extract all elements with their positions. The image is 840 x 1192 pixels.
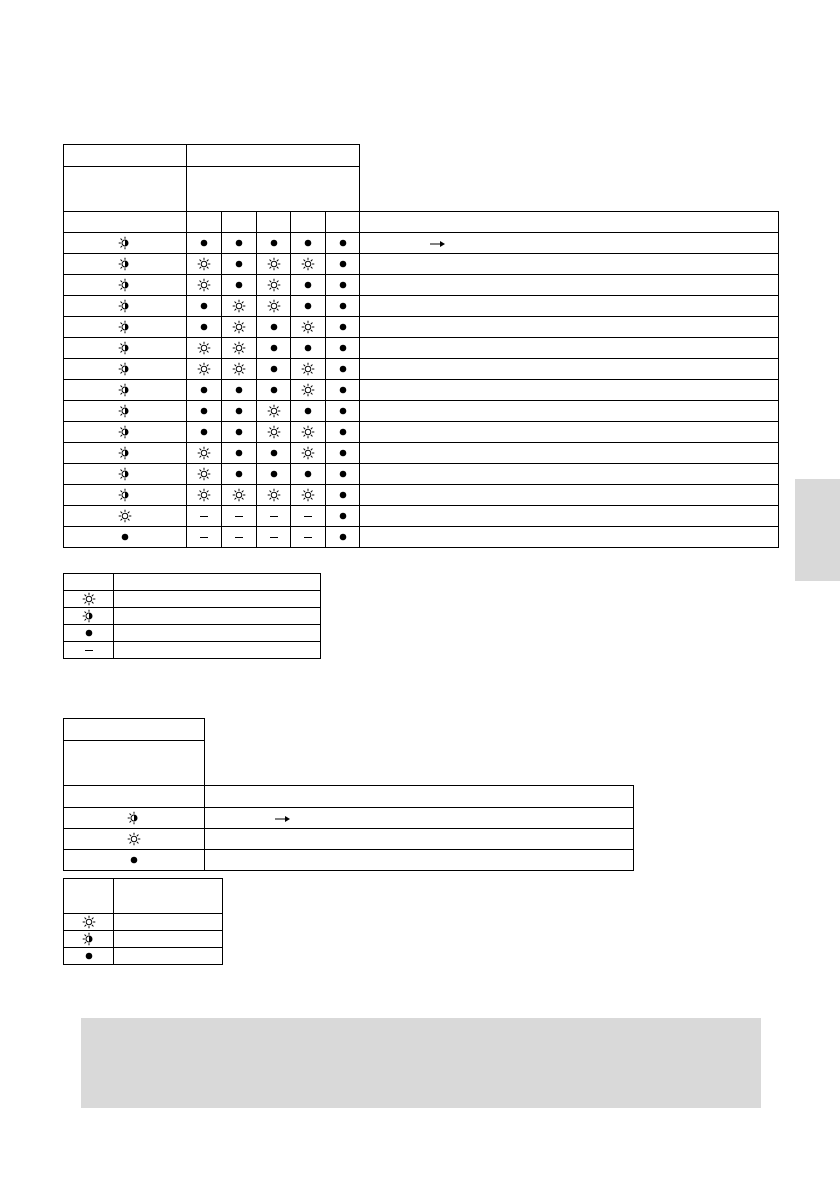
header-cell bbox=[326, 212, 360, 233]
lamp-on-icon bbox=[197, 278, 211, 292]
lamp-cell bbox=[222, 527, 257, 548]
legend-table-2 bbox=[63, 878, 223, 965]
lamp-off-icon bbox=[82, 949, 96, 963]
table-row bbox=[64, 275, 779, 296]
legend-text-cell bbox=[114, 608, 321, 625]
column-header-row bbox=[64, 212, 779, 233]
lamp-off-icon bbox=[232, 446, 246, 460]
lamp-cell bbox=[326, 359, 360, 380]
lamp-off-icon bbox=[301, 467, 315, 481]
description-cell bbox=[360, 464, 779, 485]
note-box bbox=[81, 1018, 761, 1108]
table-row bbox=[64, 485, 779, 506]
legend-row bbox=[64, 642, 321, 659]
lamp-cell bbox=[222, 233, 257, 254]
lamp-cell bbox=[257, 338, 291, 359]
table-row bbox=[64, 296, 779, 317]
lamp-cell bbox=[222, 359, 257, 380]
dash-icon bbox=[270, 516, 278, 517]
lamp-cell bbox=[291, 275, 326, 296]
power-led-cell bbox=[64, 485, 187, 506]
lamp-on-icon bbox=[301, 257, 315, 271]
header-row-1 bbox=[64, 145, 779, 167]
lamp-cell bbox=[291, 401, 326, 422]
lamp-on-icon bbox=[232, 320, 246, 334]
dash-icon bbox=[85, 650, 93, 651]
lamp-off-icon bbox=[232, 383, 246, 397]
arrow-right-icon bbox=[275, 815, 291, 823]
lamp-on-icon bbox=[232, 341, 246, 355]
lamp-off-icon bbox=[267, 383, 281, 397]
lamp-cell bbox=[326, 275, 360, 296]
description-cell bbox=[360, 422, 779, 443]
lamp-cell bbox=[187, 506, 222, 527]
legend-table bbox=[63, 573, 321, 659]
lamp-off-icon bbox=[232, 404, 246, 418]
lamp-off-icon bbox=[197, 425, 211, 439]
lamp-cell bbox=[257, 317, 291, 338]
lamp-off-icon bbox=[232, 425, 246, 439]
header-cell bbox=[360, 212, 779, 233]
header-cell bbox=[64, 167, 187, 212]
description-cell bbox=[360, 443, 779, 464]
lamp-on-icon bbox=[301, 362, 315, 376]
lamp-cell bbox=[257, 380, 291, 401]
legend-symbol-cell bbox=[64, 608, 114, 625]
power-led-cell bbox=[64, 338, 187, 359]
lamp-off-icon bbox=[301, 299, 315, 313]
dash-icon bbox=[270, 537, 278, 538]
power-led-cell bbox=[64, 464, 187, 485]
lamp-off-icon bbox=[127, 853, 141, 867]
power-led-cell bbox=[64, 359, 187, 380]
lamp-off-icon bbox=[336, 362, 350, 376]
led-cell bbox=[64, 808, 205, 829]
description-cell bbox=[360, 380, 779, 401]
lamp-on-icon bbox=[82, 592, 96, 606]
table-row bbox=[64, 233, 779, 254]
lamp-blink-icon bbox=[118, 362, 132, 376]
lamp-cell bbox=[257, 422, 291, 443]
power-led-cell bbox=[64, 317, 187, 338]
header-cell bbox=[64, 145, 187, 167]
lamp-on-icon bbox=[267, 404, 281, 418]
lamp-off-icon bbox=[336, 404, 350, 418]
lamp-on-icon bbox=[301, 488, 315, 502]
lamp-on-icon bbox=[197, 257, 211, 271]
legend-symbol-cell bbox=[64, 642, 114, 659]
table-row bbox=[64, 464, 779, 485]
lamp-cell bbox=[326, 233, 360, 254]
lamp-off-icon bbox=[336, 341, 350, 355]
header-row-2 bbox=[64, 741, 634, 786]
lamp-cell bbox=[222, 275, 257, 296]
lamp-cell bbox=[187, 527, 222, 548]
lamp-cell bbox=[187, 296, 222, 317]
legend-text-cell bbox=[114, 914, 223, 931]
lamp-cell bbox=[222, 422, 257, 443]
legend-row bbox=[64, 591, 321, 608]
header-cell bbox=[64, 212, 187, 233]
blank-cell bbox=[360, 145, 779, 167]
lamp-on-icon bbox=[267, 278, 281, 292]
lamp-cell bbox=[326, 464, 360, 485]
lamp-cell bbox=[257, 401, 291, 422]
table-row bbox=[64, 527, 779, 548]
lamp-cell bbox=[257, 527, 291, 548]
lamp-on-icon bbox=[301, 320, 315, 334]
lamp-off-icon bbox=[336, 467, 350, 481]
lamp-cell bbox=[187, 233, 222, 254]
lamp-cell bbox=[326, 254, 360, 275]
lamp-blink-icon bbox=[118, 236, 132, 250]
lamp-blink-icon bbox=[118, 467, 132, 481]
table-row bbox=[64, 808, 634, 829]
lamp-cell bbox=[291, 296, 326, 317]
lamp-on-icon bbox=[82, 915, 96, 929]
table-row bbox=[64, 338, 779, 359]
legend-header-row bbox=[64, 879, 223, 914]
lamp-cell bbox=[291, 506, 326, 527]
lamp-blink-icon bbox=[118, 425, 132, 439]
lamp-off-icon bbox=[336, 488, 350, 502]
lamp-cell bbox=[291, 485, 326, 506]
lamp-blink-icon bbox=[118, 299, 132, 313]
header-cell bbox=[291, 212, 326, 233]
lamp-on-icon bbox=[267, 488, 281, 502]
lamp-off-icon bbox=[336, 509, 350, 523]
power-led-cell bbox=[64, 296, 187, 317]
lamp-cell bbox=[257, 254, 291, 275]
lamp-on-icon bbox=[118, 509, 132, 523]
legend-row bbox=[64, 608, 321, 625]
legend-symbol-header bbox=[64, 574, 114, 591]
lamp-cell bbox=[291, 359, 326, 380]
lamp-cell bbox=[222, 443, 257, 464]
lamp-blink-icon bbox=[118, 446, 132, 460]
led-cell bbox=[64, 850, 205, 871]
lamp-off-icon bbox=[336, 446, 350, 460]
lamp-on-icon bbox=[267, 425, 281, 439]
description-cell bbox=[360, 506, 779, 527]
header-cell bbox=[64, 741, 205, 786]
description-cell bbox=[360, 275, 779, 296]
lamp-on-icon bbox=[127, 832, 141, 846]
lamp-blink-icon bbox=[118, 488, 132, 502]
lamp-off-icon bbox=[197, 236, 211, 250]
lamp-cell bbox=[291, 233, 326, 254]
legend-row bbox=[64, 625, 321, 642]
lamp-cell bbox=[257, 506, 291, 527]
description-cell bbox=[360, 485, 779, 506]
lamp-cell bbox=[326, 317, 360, 338]
legend-text-header bbox=[114, 879, 223, 914]
lamp-off-icon bbox=[82, 626, 96, 640]
description-cell bbox=[360, 296, 779, 317]
lamp-off-icon bbox=[336, 278, 350, 292]
legend-row bbox=[64, 914, 223, 931]
lamp-on-icon bbox=[267, 257, 281, 271]
arrow-right-icon bbox=[430, 240, 446, 248]
lamp-cell bbox=[291, 527, 326, 548]
blank-cell bbox=[205, 741, 634, 786]
description-cell bbox=[205, 829, 634, 850]
lamp-cell bbox=[291, 422, 326, 443]
legend-text-cell bbox=[114, 931, 223, 948]
lamp-blink-icon bbox=[118, 257, 132, 271]
lamp-off-icon bbox=[336, 383, 350, 397]
lamp-on-icon bbox=[301, 383, 315, 397]
lamp-off-icon bbox=[267, 467, 281, 481]
lamp-cell bbox=[187, 338, 222, 359]
power-led-cell bbox=[64, 443, 187, 464]
lamp-cell bbox=[257, 275, 291, 296]
lamp-off-icon bbox=[197, 383, 211, 397]
header-cell bbox=[64, 786, 205, 808]
lamp-cell bbox=[187, 401, 222, 422]
indicator-table bbox=[63, 718, 634, 871]
lamp-cell bbox=[326, 443, 360, 464]
lamp-cell bbox=[222, 506, 257, 527]
lamp-off-icon bbox=[336, 320, 350, 334]
lamp-cell bbox=[222, 380, 257, 401]
lamp-off-icon bbox=[301, 404, 315, 418]
blank-cell bbox=[205, 719, 634, 741]
lamp-blink-icon bbox=[118, 404, 132, 418]
description-cell bbox=[360, 359, 779, 380]
header-row-1 bbox=[64, 719, 634, 741]
lamp-cell bbox=[257, 296, 291, 317]
lamp-cell bbox=[187, 254, 222, 275]
lamp-on-icon bbox=[301, 425, 315, 439]
lamp-cell bbox=[187, 275, 222, 296]
lamp-cell bbox=[222, 296, 257, 317]
header-cell bbox=[187, 145, 360, 167]
lamp-off-icon bbox=[232, 278, 246, 292]
lamp-cell bbox=[291, 380, 326, 401]
lamp-off-icon bbox=[336, 425, 350, 439]
legend-symbol-header bbox=[64, 879, 114, 914]
lamp-cell bbox=[326, 485, 360, 506]
table-row bbox=[64, 401, 779, 422]
description-cell bbox=[360, 401, 779, 422]
lamp-off-icon bbox=[336, 257, 350, 271]
legend-text-cell bbox=[114, 948, 223, 965]
description-cell bbox=[205, 850, 634, 871]
legend-symbol-cell bbox=[64, 948, 114, 965]
table-row bbox=[64, 443, 779, 464]
lamp-on-icon bbox=[301, 446, 315, 460]
lamp-cell bbox=[326, 527, 360, 548]
lamp-cell bbox=[222, 254, 257, 275]
table-row bbox=[64, 380, 779, 401]
lamp-off-icon bbox=[267, 236, 281, 250]
description-cell bbox=[205, 808, 634, 829]
lamp-cell bbox=[257, 485, 291, 506]
power-led-cell bbox=[64, 422, 187, 443]
header-cell bbox=[222, 212, 257, 233]
lamp-off-icon bbox=[336, 236, 350, 250]
blank-cell bbox=[360, 167, 779, 212]
dash-icon bbox=[200, 537, 208, 538]
dash-icon bbox=[235, 537, 243, 538]
header-cell bbox=[257, 212, 291, 233]
lamp-cell bbox=[187, 380, 222, 401]
lamp-cell bbox=[291, 338, 326, 359]
dash-icon bbox=[200, 516, 208, 517]
legend-text-cell bbox=[114, 625, 321, 642]
lamp-cell bbox=[291, 254, 326, 275]
power-led-cell bbox=[64, 254, 187, 275]
lamp-status-table bbox=[63, 144, 779, 548]
lamp-off-icon bbox=[301, 278, 315, 292]
lamp-blink-icon bbox=[118, 383, 132, 397]
lamp-off-icon bbox=[267, 446, 281, 460]
table-row bbox=[64, 254, 779, 275]
lamp-cell bbox=[257, 233, 291, 254]
lamp-cell bbox=[187, 443, 222, 464]
lamp-off-icon bbox=[301, 236, 315, 250]
lamp-cell bbox=[187, 485, 222, 506]
lamp-off-icon bbox=[197, 299, 211, 313]
lamp-cell bbox=[291, 464, 326, 485]
lamp-on-icon bbox=[232, 362, 246, 376]
lamp-cell bbox=[222, 401, 257, 422]
table-row bbox=[64, 422, 779, 443]
lamp-cell bbox=[257, 359, 291, 380]
lamp-off-icon bbox=[118, 530, 132, 544]
lamp-cell bbox=[326, 506, 360, 527]
lamp-blink-icon bbox=[82, 932, 96, 946]
lamp-cell bbox=[222, 464, 257, 485]
lamp-on-icon bbox=[197, 467, 211, 481]
lamp-off-icon bbox=[336, 299, 350, 313]
lamp-cell bbox=[291, 317, 326, 338]
description-cell bbox=[360, 527, 779, 548]
header-cell bbox=[205, 786, 634, 808]
lamp-on-icon bbox=[232, 299, 246, 313]
lamp-off-icon bbox=[232, 236, 246, 250]
description-cell bbox=[360, 317, 779, 338]
lamp-cell bbox=[326, 422, 360, 443]
lamp-on-icon bbox=[197, 362, 211, 376]
power-led-cell bbox=[64, 275, 187, 296]
dash-icon bbox=[304, 516, 312, 517]
lamp-off-icon bbox=[267, 362, 281, 376]
lamp-off-icon bbox=[197, 404, 211, 418]
legend-symbol-cell bbox=[64, 914, 114, 931]
lamp-on-icon bbox=[232, 488, 246, 502]
lamp-cell bbox=[291, 443, 326, 464]
power-led-cell bbox=[64, 527, 187, 548]
lamp-off-icon bbox=[267, 341, 281, 355]
table-row bbox=[64, 359, 779, 380]
legend-text-cell bbox=[114, 642, 321, 659]
header-cell bbox=[64, 719, 205, 741]
lamp-on-icon bbox=[197, 488, 211, 502]
lamp-cell bbox=[222, 485, 257, 506]
legend-header-row bbox=[64, 574, 321, 591]
lamp-off-icon bbox=[301, 341, 315, 355]
lamp-off-icon bbox=[232, 467, 246, 481]
lamp-off-icon bbox=[197, 320, 211, 334]
description-cell bbox=[360, 233, 779, 254]
led-cell bbox=[64, 829, 205, 850]
lamp-blink-icon bbox=[118, 320, 132, 334]
lamp-off-icon bbox=[267, 320, 281, 334]
lamp-cell bbox=[187, 317, 222, 338]
legend-symbol-cell bbox=[64, 931, 114, 948]
lamp-cell bbox=[326, 380, 360, 401]
legend-symbol-cell bbox=[64, 625, 114, 642]
power-led-cell bbox=[64, 506, 187, 527]
legend-row bbox=[64, 948, 223, 965]
table-row bbox=[64, 506, 779, 527]
lamp-cell bbox=[326, 401, 360, 422]
power-led-cell bbox=[64, 401, 187, 422]
lamp-blink-icon bbox=[127, 811, 141, 825]
legend-symbol-cell bbox=[64, 591, 114, 608]
lamp-cell bbox=[187, 359, 222, 380]
power-led-cell bbox=[64, 233, 187, 254]
lamp-cell bbox=[326, 338, 360, 359]
header-cell bbox=[187, 212, 222, 233]
column-header-row bbox=[64, 786, 634, 808]
table-row bbox=[64, 829, 634, 850]
lamp-cell bbox=[326, 296, 360, 317]
power-led-cell bbox=[64, 380, 187, 401]
lamp-cell bbox=[257, 464, 291, 485]
dash-icon bbox=[235, 516, 243, 517]
legend-text-header bbox=[114, 574, 321, 591]
header-cell bbox=[187, 167, 360, 212]
legend-text-cell bbox=[114, 591, 321, 608]
section-tab bbox=[795, 479, 840, 581]
lamp-off-icon bbox=[336, 530, 350, 544]
description-cell bbox=[360, 338, 779, 359]
table-row bbox=[64, 850, 634, 871]
table-row bbox=[64, 317, 779, 338]
legend-row bbox=[64, 931, 223, 948]
description-cell bbox=[360, 254, 779, 275]
lamp-blink-icon bbox=[118, 341, 132, 355]
lamp-off-icon bbox=[232, 257, 246, 271]
lamp-on-icon bbox=[267, 299, 281, 313]
lamp-cell bbox=[257, 443, 291, 464]
lamp-cell bbox=[187, 422, 222, 443]
lamp-blink-icon bbox=[118, 278, 132, 292]
lamp-on-icon bbox=[197, 341, 211, 355]
lamp-on-icon bbox=[197, 446, 211, 460]
dash-icon bbox=[304, 537, 312, 538]
lamp-blink-icon bbox=[82, 609, 96, 623]
header-row-2 bbox=[64, 167, 779, 212]
lamp-cell bbox=[222, 317, 257, 338]
lamp-cell bbox=[187, 464, 222, 485]
lamp-cell bbox=[222, 338, 257, 359]
